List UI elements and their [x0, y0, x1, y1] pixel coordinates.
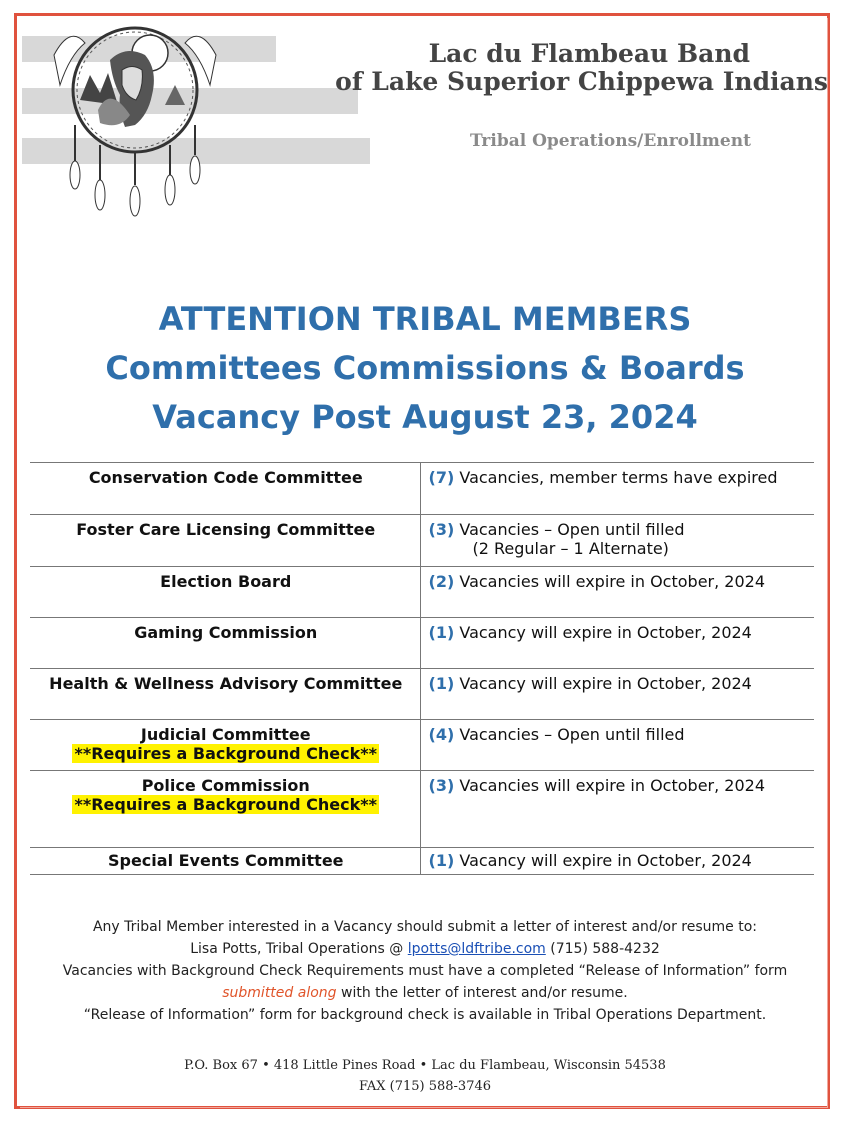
vacancy-text: Vacancy will expire in October, 2024: [459, 623, 752, 642]
table-row: [30, 567, 814, 618]
committee-name: Conservation Code Committee: [88, 468, 363, 487]
instructions-line5: “Release of Information” form for background check is available in Tribal Operations Department.: [83, 1007, 767, 1023]
vacancy-count: (1): [428, 851, 455, 870]
vacancy-text: Vacancies – Open until filled: [459, 725, 685, 744]
org-title-line1: Lac du Flambeau Band: [428, 39, 750, 68]
fax-line: FAX (715) 588-3746: [358, 1079, 492, 1094]
submitted-along-text: submitted along: [222, 985, 337, 1001]
headline-committees: Committees Commissions & Boards: [105, 349, 745, 387]
organization-title: [335, 40, 828, 96]
vacancy-table: [30, 462, 814, 875]
instructions-line3: Vacancies with Background Check Requirements must have a completed “Release of Information” form: [62, 963, 788, 979]
submission-instructions: [0, 916, 850, 1026]
instructions-line4-rest: with the letter of interest and/or resume.: [336, 985, 628, 1001]
vacancy-subtext: (2 Regular – 1 Alternate): [472, 539, 669, 558]
instructions-line1: Any Tribal Member interested in a Vacancy should submit a letter of interest and/or resume to:: [92, 919, 758, 935]
committee-name: Judicial Committee: [140, 725, 311, 744]
vacancy-count: (1): [428, 623, 455, 642]
vacancy-text: Vacancies will expire in October, 2024: [459, 776, 766, 795]
committee-name: Special Events Committee: [107, 851, 344, 870]
table-row: [30, 771, 814, 848]
background-check-note: **Requires a Background Check**: [74, 795, 378, 814]
table-row: [30, 618, 814, 669]
vacancy-text: Vacancies, member terms have expired: [459, 468, 778, 487]
mailing-address: [0, 1055, 850, 1097]
address-line: P.O. Box 67 • 418 Little Pines Road • Lac du Flambeau, Wisconsin 54538: [184, 1058, 666, 1073]
table-row: [30, 848, 814, 875]
dreamcatcher-logo-icon: [40, 15, 240, 225]
instructions-contact: [0, 938, 850, 960]
committee-name: Gaming Commission: [134, 623, 318, 642]
email-link[interactable]: lpotts@ldftribe.com: [407, 941, 546, 957]
vacancy-count: (3): [428, 776, 455, 795]
department-name: Tribal Operations/Enrollment: [470, 131, 751, 151]
vacancy-text: Vacancies will expire in October, 2024: [459, 572, 766, 591]
headline-vacancy-date: Vacancy Post August 23, 2024: [152, 398, 698, 436]
org-title-line2: of Lake Superior Chippewa Indians: [335, 67, 828, 96]
vacancy-text: Vacancy will expire in October, 2024: [459, 851, 752, 870]
committee-name: Foster Care Licensing Committee: [76, 520, 376, 539]
vacancy-count: (1): [428, 674, 455, 693]
instructions-line4: [0, 982, 850, 1004]
table-row: [30, 720, 814, 771]
vacancy-count: (3): [428, 520, 455, 539]
table-row: [30, 463, 814, 515]
contact-phone: (715) 588-4232: [545, 941, 660, 957]
committee-name: Election Board: [160, 572, 292, 591]
vacancy-text: Vacancies – Open until filled: [459, 520, 685, 539]
vacancy-text: Vacancy will expire in October, 2024: [459, 674, 752, 693]
vacancy-count: (2): [428, 572, 455, 591]
table-row: [30, 515, 814, 567]
committee-name: Police Commission: [141, 776, 310, 795]
vacancy-count: (7): [428, 468, 455, 487]
background-check-note: **Requires a Background Check**: [74, 744, 378, 763]
vacancy-count: (4): [428, 725, 455, 744]
contact-name: Lisa Potts, Tribal Operations @: [190, 941, 408, 957]
table-row: [30, 669, 814, 720]
headline-attention: ATTENTION TRIBAL MEMBERS: [158, 300, 692, 338]
committee-name: Health & Wellness Advisory Committee: [49, 674, 403, 693]
